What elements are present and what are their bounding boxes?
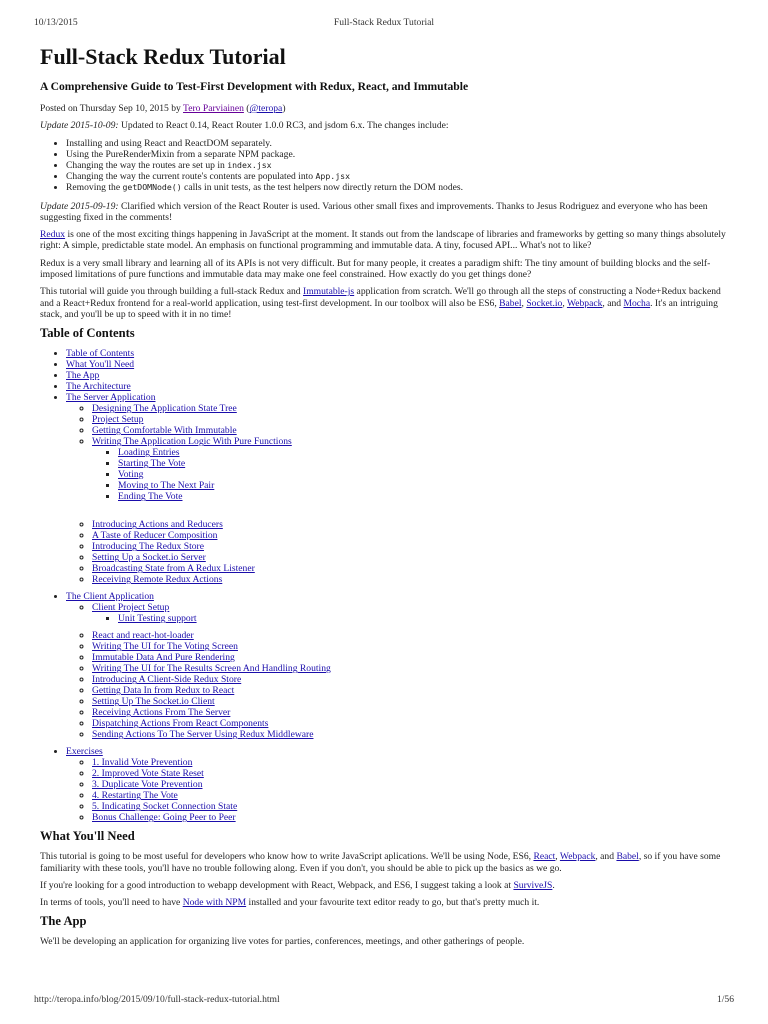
toc-link[interactable]: Loading Entries [118, 447, 180, 459]
toc-item [92, 729, 732, 740]
print-footer [34, 994, 734, 1006]
what-youll-need-heading: What You'll Need [40, 829, 135, 844]
toc-item [66, 591, 732, 740]
print-page-number: 1/56 [716, 994, 734, 1005]
webpack-link[interactable]: Webpack [566, 297, 603, 309]
update-item [66, 171, 732, 182]
update-2 [40, 201, 732, 224]
toc-link[interactable]: Table of Contents [66, 348, 135, 360]
update-item-text: Removing the [66, 181, 123, 193]
update-item [66, 160, 732, 171]
survivejs-link[interactable]: SurviveJS [513, 879, 553, 891]
need-paragraph-2 [40, 880, 732, 891]
toc-link[interactable]: Introducing The Redux Store [92, 541, 204, 553]
toc-link[interactable]: Dispatching Actions From React Components [92, 718, 269, 730]
toc-link[interactable]: 4. Restarting The Vote [92, 790, 178, 802]
toc-link[interactable]: Starting The Vote [118, 458, 186, 470]
toc-link[interactable]: Getting Data In from Redux to React [92, 685, 235, 697]
toc-link[interactable]: The Server Application [66, 392, 156, 404]
toc-item [92, 812, 732, 823]
toc-item [92, 641, 732, 652]
toc-item [92, 602, 732, 624]
toc-link[interactable]: 2. Improved Vote State Reset [92, 768, 204, 780]
toc-item [92, 779, 732, 790]
mocha-link[interactable]: Mocha [623, 297, 651, 309]
toc-link[interactable]: React and react-hot-loader [92, 630, 194, 642]
toc-item [118, 491, 732, 502]
toc-item [118, 480, 732, 491]
update-item-code: getDOMNode() [122, 181, 182, 192]
toc-link[interactable]: Unit Testing support [118, 613, 197, 625]
update-1-list [40, 138, 732, 193]
toc-sublist [66, 757, 732, 823]
intro-3-sep: , [562, 297, 567, 309]
toc-link[interactable]: Ending The Vote [118, 491, 183, 503]
intro-1-text: is one of the most exciting things happening in JavaScript at the moment. It stands out from the landscape of libraries and frameworks by getting so many things absolutely right: A simple, predictable state model. An emphasis on functional programming and immutable data. A tiny, focused API... What's not to like? [40, 229, 726, 252]
byline [40, 103, 732, 114]
toc-link[interactable]: Voting [118, 469, 144, 481]
update-2-label: Update 2015-09-19: [40, 200, 119, 212]
toc-item [118, 469, 732, 480]
author-handle-link[interactable]: @teropa [249, 103, 283, 114]
node-npm-link[interactable]: Node with NPM [182, 897, 247, 909]
update-item [66, 182, 732, 193]
toc-item [92, 630, 732, 641]
need-2-end: . [552, 879, 555, 891]
update-item [66, 149, 732, 160]
toc-item [92, 696, 732, 707]
toc-sublist [66, 403, 732, 585]
toc-link[interactable]: Setting Up a Socket.io Server [92, 552, 206, 564]
toc-item [92, 530, 732, 541]
toc-link[interactable]: Writing The UI for The Results Screen And Handling Routing [92, 663, 331, 675]
toc-item [66, 348, 732, 359]
intro-3-sep: , and [602, 297, 624, 309]
need-2-text: If you're looking for a good introduction to webapp development with React, Webpack, and ES6, I suggest taking a look at [40, 879, 514, 891]
update-2-text: Clarified which version of the React Router is used. Various other small fixes and improvements. Thanks to Jesus Rodriguez and everyone who has been suggesting fixed in the comments! [40, 200, 708, 223]
toc-item [92, 707, 732, 718]
toc-link[interactable]: 3. Duplicate Vote Prevention [92, 779, 203, 791]
the-app-heading: The App [40, 914, 87, 929]
toc-link[interactable]: Writing The UI for The Voting Screen [92, 641, 238, 653]
need-1-text: , so if you have some familiarity with these tools, you'll have no trouble following along. Even if you don't, you should be able to pick up the basics as we go. [40, 851, 721, 874]
intro-3-text: . It's an intriguing stack, and you'll be up to speed with it in no time! [40, 297, 718, 320]
toc-item [92, 574, 732, 585]
need-paragraph-3 [40, 897, 732, 908]
update-item-text: Using the PureRenderMixin from a separate NPM package. [66, 148, 296, 160]
toc-item [92, 768, 732, 779]
toc-item [92, 541, 732, 552]
intro-3-text: application from scratch. We'll go through all the steps of constructing a Node+Redux backend and a React+Redux frontend for a real-world application, using test-first development. In our toolbox will also be ES6, [40, 286, 721, 309]
toc-sublist [92, 613, 732, 624]
toc-link[interactable]: Bonus Challenge: Going Peer to Peer [92, 812, 236, 824]
toc-link[interactable]: Immutable Data And Pure Rendering [92, 652, 235, 664]
toc-item [92, 436, 732, 519]
page-subtitle: A Comprehensive Guide to Test-First Development with Redux, React, and Immutable [40, 80, 469, 93]
need-3-text: installed and your favourite text editor ready to go, but that's pretty much it. [246, 897, 540, 909]
toc-sublist [66, 602, 732, 740]
article [40, 44, 732, 954]
toc-heading: Table of Contents [40, 326, 135, 341]
update-item-code: index.jsx [227, 159, 272, 170]
toc-link[interactable]: Exercises [66, 746, 103, 758]
toc-sublist [92, 447, 732, 502]
toc-link[interactable]: A Taste of Reducer Composition [92, 530, 218, 542]
toc-item [118, 447, 732, 458]
toc-item [92, 425, 732, 436]
toc-link[interactable]: Designing The Application State Tree [92, 403, 237, 415]
toc-item [92, 718, 732, 729]
toc-link[interactable]: What You'll Need [66, 359, 135, 371]
intro-paragraph-2: Redux is a very small library and learning all of its APIs is not very difficult. But for many people, it creates a paradigm shift: The tiny amount of building blocks and the self-imposed limitations of pure functions and immutable data may make one feel constrained. How exactly do you get things done? [40, 257, 711, 281]
need-1-text: This tutorial is going to be most useful for developers who know how to write JavaScript aplications. We'll be using Node, ES6, [40, 851, 534, 863]
toc-item [92, 663, 732, 674]
toc-item [92, 801, 732, 812]
toc-link[interactable]: The Client Application [66, 591, 154, 603]
toc-item [92, 652, 732, 663]
toc-link[interactable]: Client Project Setup [92, 602, 170, 614]
toc-link[interactable]: The Architecture [66, 381, 131, 393]
babel-link[interactable]: Babel [499, 297, 522, 309]
print-title: Full-Stack Redux Tutorial [333, 17, 435, 28]
toc-link[interactable]: Sending Actions To The Server Using Redux Middleware [92, 729, 314, 741]
toc-item [118, 613, 732, 624]
toc-item [118, 458, 732, 469]
author-link[interactable]: Tero Parviainen [183, 103, 244, 114]
toc-item [66, 370, 732, 381]
app-paragraph-1: We'll be developing an application for organizing live votes for parties, conferences, meetings, and other gatherings of people. [40, 936, 525, 948]
byline-paren-close: ) [282, 103, 286, 114]
babel-link-2[interactable]: Babel [616, 851, 639, 863]
toc-item [92, 674, 732, 685]
print-date: 10/13/2015 [34, 17, 78, 28]
need-3-text: In terms of tools, you'll need to have [40, 897, 183, 909]
toc-link[interactable]: Receiving Remote Redux Actions [92, 574, 223, 586]
redux-link[interactable]: Redux [40, 229, 66, 241]
toc-item [92, 552, 732, 563]
toc-link[interactable]: Getting Comfortable With Immutable [92, 425, 237, 437]
toc-link[interactable]: Moving to The Next Pair [118, 480, 215, 492]
update-1-label: Update 2015-10-09: [40, 120, 119, 132]
byline-paren-open: ( [243, 103, 250, 114]
need-paragraph-1 [40, 851, 732, 874]
update-1-text: Updated to React 0.14, React Router 1.0.0 RC3, and jsdom 6.x. The changes include: [118, 120, 449, 132]
toc-item [66, 392, 732, 585]
toc-item [92, 563, 732, 574]
update-item-text: Changing the way the current route's contents are populated into [66, 170, 316, 182]
print-url: http://teropa.info/blog/2015/09/10/full-stack-redux-tutorial.html [34, 994, 280, 1005]
toc-link[interactable]: Broadcasting State from A Redux Listener [92, 563, 255, 575]
toc-item [66, 746, 732, 823]
react-link[interactable]: React [533, 851, 556, 863]
toc-link[interactable]: The App [66, 370, 100, 382]
toc-link[interactable]: Introducing A Client-Side Redux Store [92, 674, 242, 686]
print-header [34, 17, 734, 29]
toc-link[interactable]: Receiving Actions From The Server [92, 707, 231, 719]
toc-item [92, 519, 732, 530]
need-1-sep: , and [595, 851, 617, 863]
page-title: Full-Stack Redux Tutorial [40, 44, 286, 69]
update-item-text-after: calls in unit tests, as the test helpers now directly return the DOM nodes. [181, 181, 464, 193]
toc-item [92, 790, 732, 801]
toc-item [92, 414, 732, 425]
update-item-code: App.jsx [315, 170, 351, 181]
socketio-link[interactable]: Socket.io [526, 297, 563, 309]
update-item [66, 138, 732, 149]
toc-gap [92, 508, 732, 519]
toc-item [66, 359, 732, 370]
byline-prefix: Posted on Thursday Sep 10, 2015 by [40, 103, 184, 114]
toc-item [92, 685, 732, 696]
toc-link[interactable]: Writing The Application Logic With Pure Functions [92, 436, 292, 448]
immutable-js-link[interactable]: Immutable-js [303, 286, 355, 298]
toc-link[interactable]: 5. Indicating Socket Connection State [92, 801, 238, 813]
toc-link[interactable]: Project Setup [92, 414, 144, 426]
toc-link[interactable]: Setting Up The Socket.io Client [92, 696, 215, 708]
toc-item [66, 381, 732, 392]
toc-link[interactable]: Introducing Actions and Reducers [92, 519, 223, 531]
webpack-link-2[interactable]: Webpack [559, 851, 596, 863]
intro-3-text: This tutorial will guide you through building a full-stack Redux and [40, 286, 303, 298]
intro-paragraph-1 [40, 229, 732, 252]
update-item-text: Installing and using React and ReactDOM separately. [66, 137, 272, 149]
need-1-sep: , [555, 851, 560, 863]
table-of-contents [40, 348, 732, 823]
update-item-text: Changing the way the routes are set up in [66, 159, 228, 171]
toc-item [92, 757, 732, 768]
toc-item [92, 403, 732, 414]
intro-paragraph-3 [40, 286, 732, 320]
update-1 [40, 120, 732, 131]
toc-link[interactable]: 1. Invalid Vote Prevention [92, 757, 193, 769]
intro-3-sep: , [521, 297, 527, 309]
